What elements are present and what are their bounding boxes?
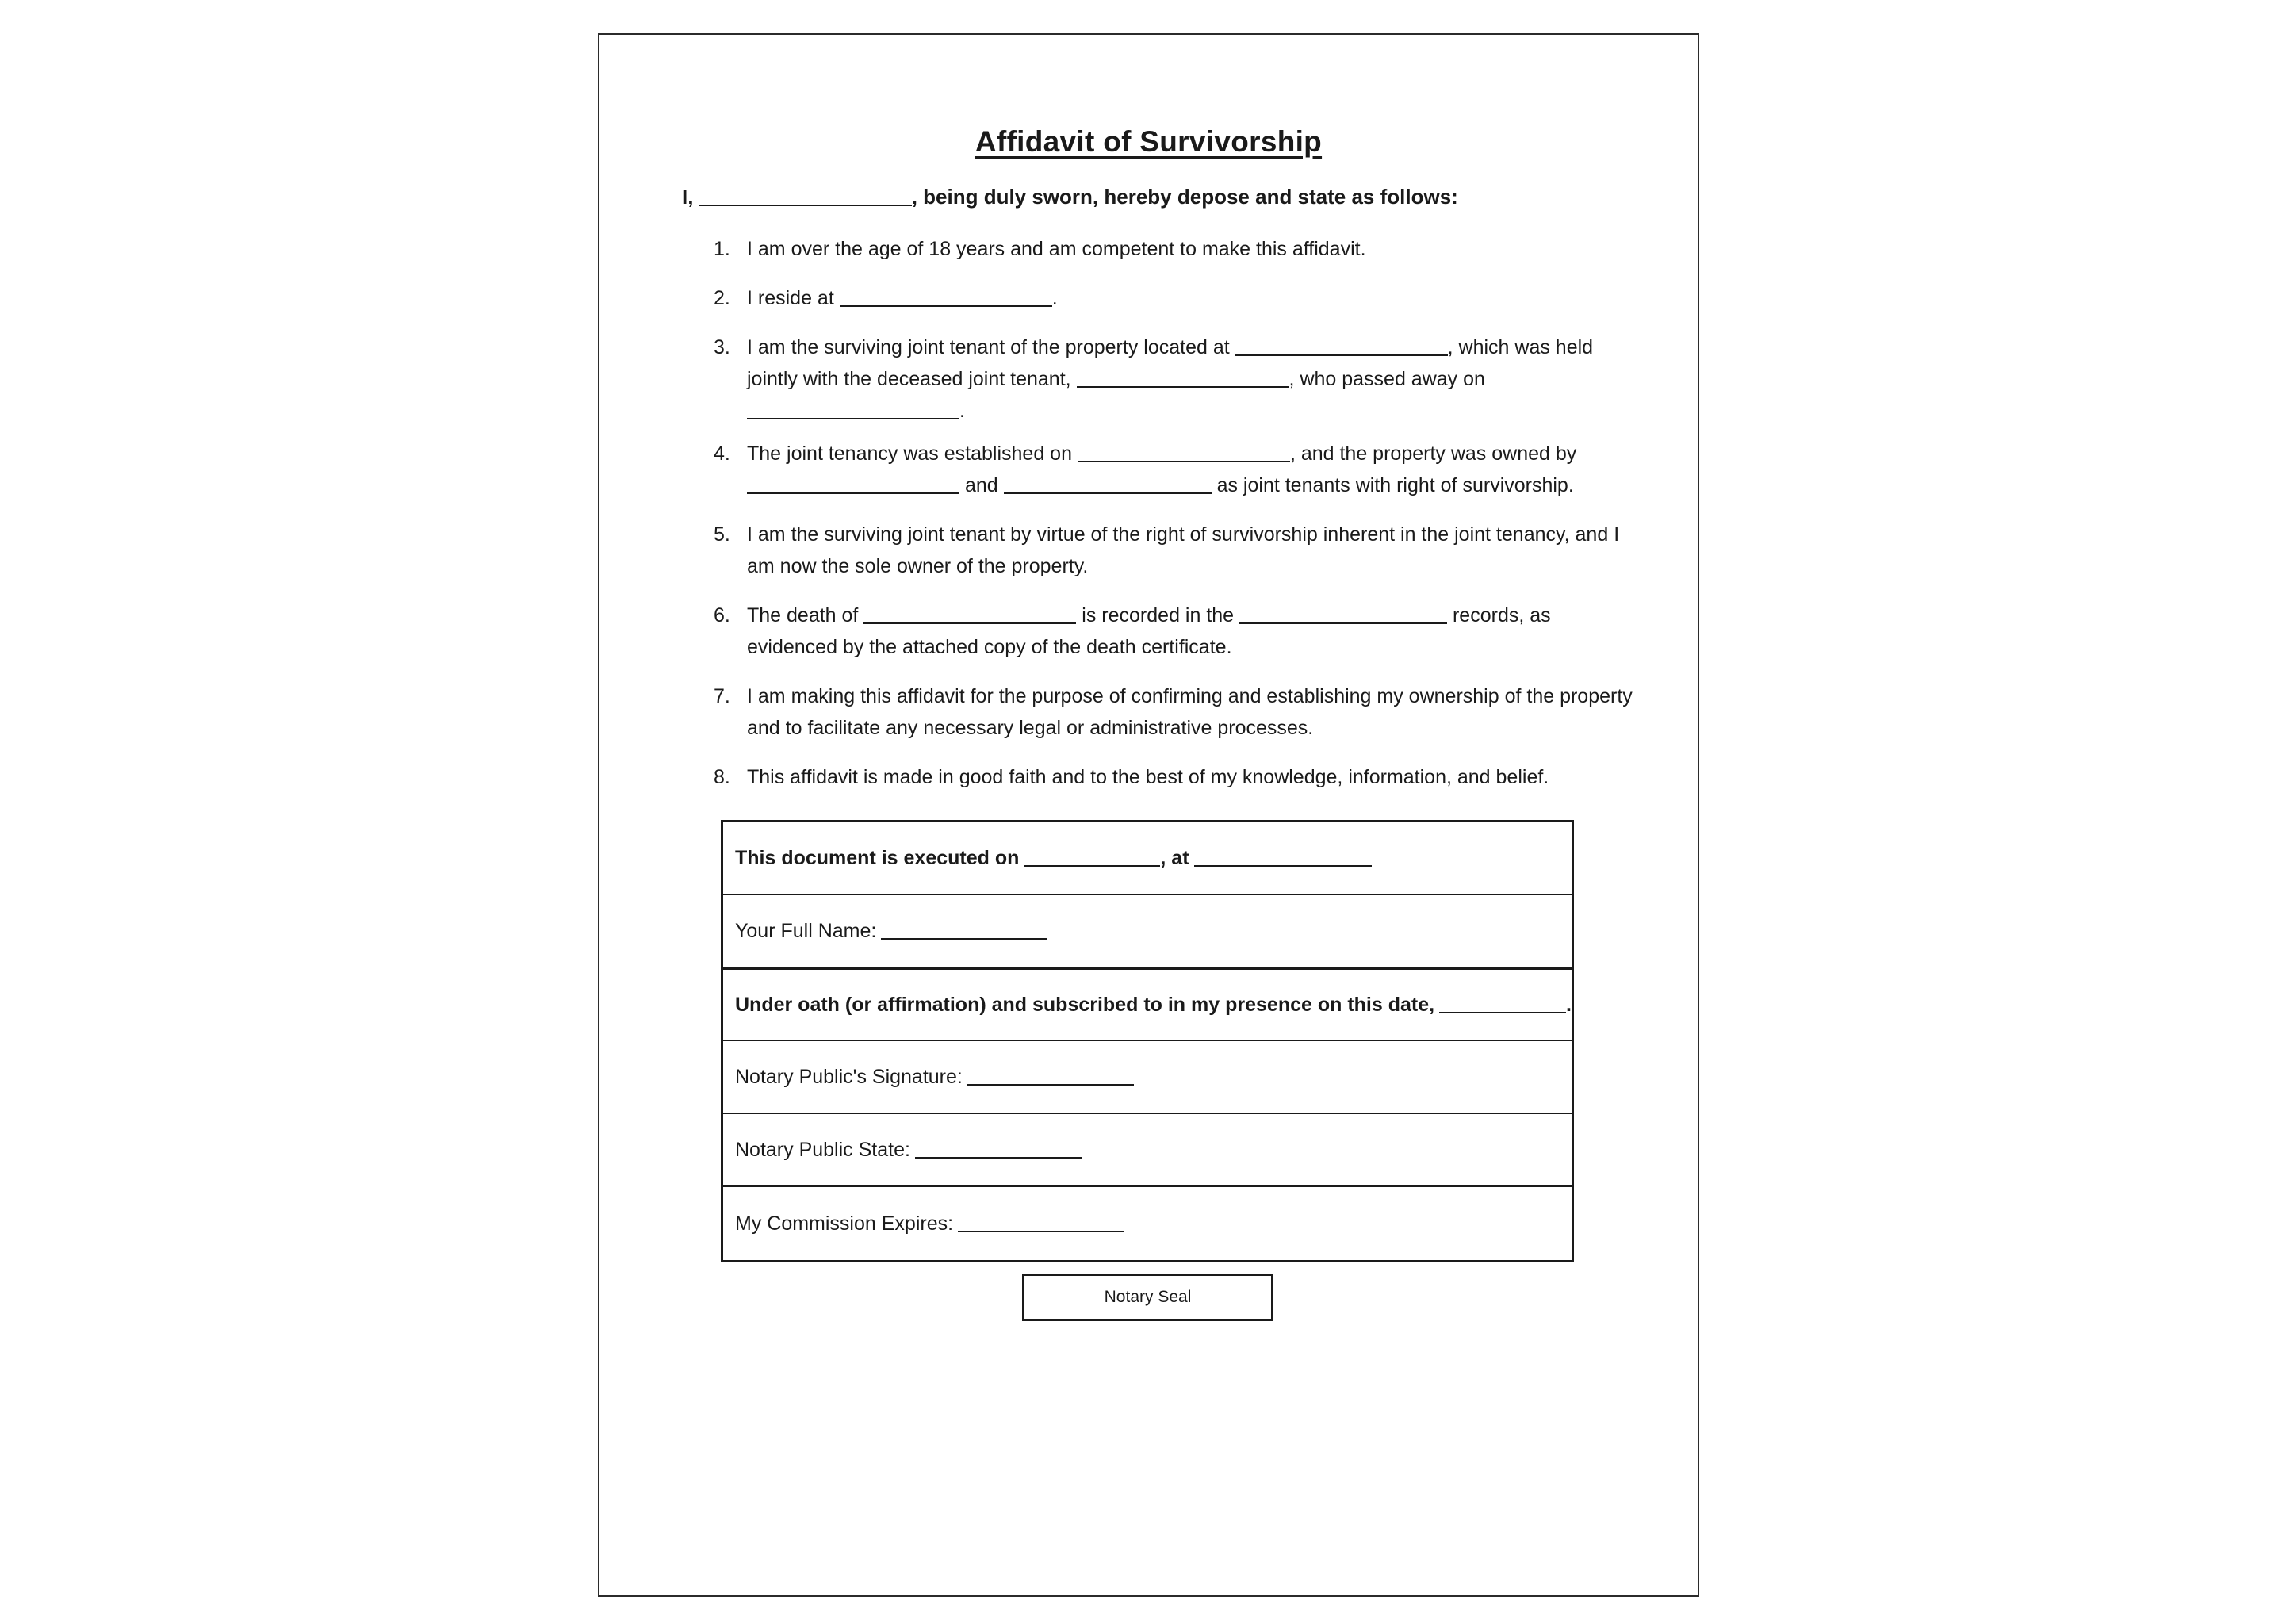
deceased-name-blank[interactable] [863, 603, 1076, 624]
affidavit-clauses [714, 233, 1633, 810]
clause-number: 5. [714, 523, 730, 546]
clause-text: I am making this affidavit for the purpose of confirming and establishing my ownership of the property and to facilitate any necessary legal or administrative processes. [747, 685, 1633, 739]
notary-state-label: Notary Public State: [735, 1138, 910, 1161]
records-office-blank[interactable] [1239, 603, 1447, 624]
deceased-tenant-blank[interactable] [1077, 366, 1289, 388]
execution-row [723, 822, 1572, 895]
full-name-label: Your Full Name: [735, 919, 877, 942]
clause-text: I am over the age of 18 years and am competent to make this affidavit. [747, 238, 1366, 260]
notary-signature-blank[interactable] [967, 1068, 1134, 1086]
clause-2 [714, 282, 1633, 314]
clause-text: as joint tenants with right of survivorship. [1216, 474, 1574, 496]
clause-7 [714, 680, 1633, 744]
oath-label: Under oath (or affirmation) and subscribed to in my presence on this date, [735, 993, 1435, 1016]
execution-label: This document is executed on [735, 846, 1020, 869]
clause-text: The death of [747, 604, 859, 626]
clause-text: is recorded in the [1082, 604, 1235, 626]
clause-text: , which was held jointly with the deceased joint tenant, [747, 336, 1594, 390]
clause-text: This affidavit is made in good faith and to the best of my knowledge, information, and belief. [747, 766, 1549, 788]
clause-text: and [964, 474, 998, 496]
oath-date-blank[interactable] [1439, 996, 1566, 1013]
notary-seal-box [1022, 1274, 1273, 1321]
clause-3 [714, 331, 1633, 427]
date-of-death-blank[interactable] [747, 398, 959, 419]
clause-number: 8. [714, 766, 730, 788]
clause-text: . [1051, 287, 1058, 309]
oath-row [723, 968, 1572, 1041]
intro-suffix: , being duly sworn, hereby depose and state as follows: [911, 185, 1458, 209]
clause-number: 3. [714, 336, 730, 358]
clause-text: The joint tenancy was established on [747, 442, 1072, 465]
clause-1 [714, 233, 1633, 265]
full-name-row [723, 895, 1572, 968]
notary-state-row [723, 1114, 1572, 1187]
document-page [598, 33, 1699, 1597]
intro-prefix: I, [682, 185, 694, 209]
execution-label-at: , at [1160, 846, 1189, 869]
clause-5 [714, 519, 1633, 582]
document-title: Affidavit of Survivorship [975, 125, 1323, 158]
clause-text: , who passed away on [1289, 368, 1485, 390]
clause-text: I reside at [747, 287, 834, 309]
notary-seal-label: Notary Seal [1104, 1288, 1192, 1306]
affiant-name-blank[interactable] [699, 184, 912, 206]
property-location-blank[interactable] [1235, 335, 1448, 356]
clause-text: records, as evidenced by the attached copy of the death certificate. [747, 604, 1551, 658]
clause-number: 6. [714, 604, 730, 626]
clause-text: , and the property was owned by [1289, 442, 1577, 465]
clause-4 [714, 438, 1633, 501]
notary-signature-row [723, 1041, 1572, 1114]
clause-text: . [959, 400, 965, 422]
commission-row [723, 1187, 1572, 1260]
intro-statement [682, 184, 1458, 209]
clause-number: 4. [714, 442, 730, 465]
oath-label-end: . [1566, 993, 1572, 1016]
clause-6 [714, 599, 1633, 663]
owner-two-blank[interactable] [1004, 473, 1212, 494]
notary-state-blank[interactable] [915, 1141, 1082, 1159]
clause-8 [714, 761, 1633, 793]
commission-label: My Commission Expires: [735, 1212, 954, 1235]
full-name-blank[interactable] [881, 922, 1047, 940]
execution-place-blank[interactable] [1194, 849, 1372, 867]
clause-text: I am the surviving joint tenant by virtue of the right of survivorship inherent in the joint tenancy, and I am now the sole owner of the property. [747, 523, 1620, 577]
tenancy-date-blank[interactable] [1078, 441, 1290, 462]
clause-number: 7. [714, 685, 730, 707]
owner-one-blank[interactable] [747, 473, 959, 494]
clause-number: 1. [714, 238, 730, 260]
signature-table [721, 820, 1574, 1262]
execution-date-blank[interactable] [1024, 849, 1160, 867]
residence-blank[interactable] [840, 285, 1052, 307]
clause-number: 2. [714, 287, 730, 309]
commission-blank[interactable] [958, 1215, 1124, 1232]
notary-signature-label: Notary Public's Signature: [735, 1065, 963, 1088]
clause-text: I am the surviving joint tenant of the property located at [747, 336, 1230, 358]
